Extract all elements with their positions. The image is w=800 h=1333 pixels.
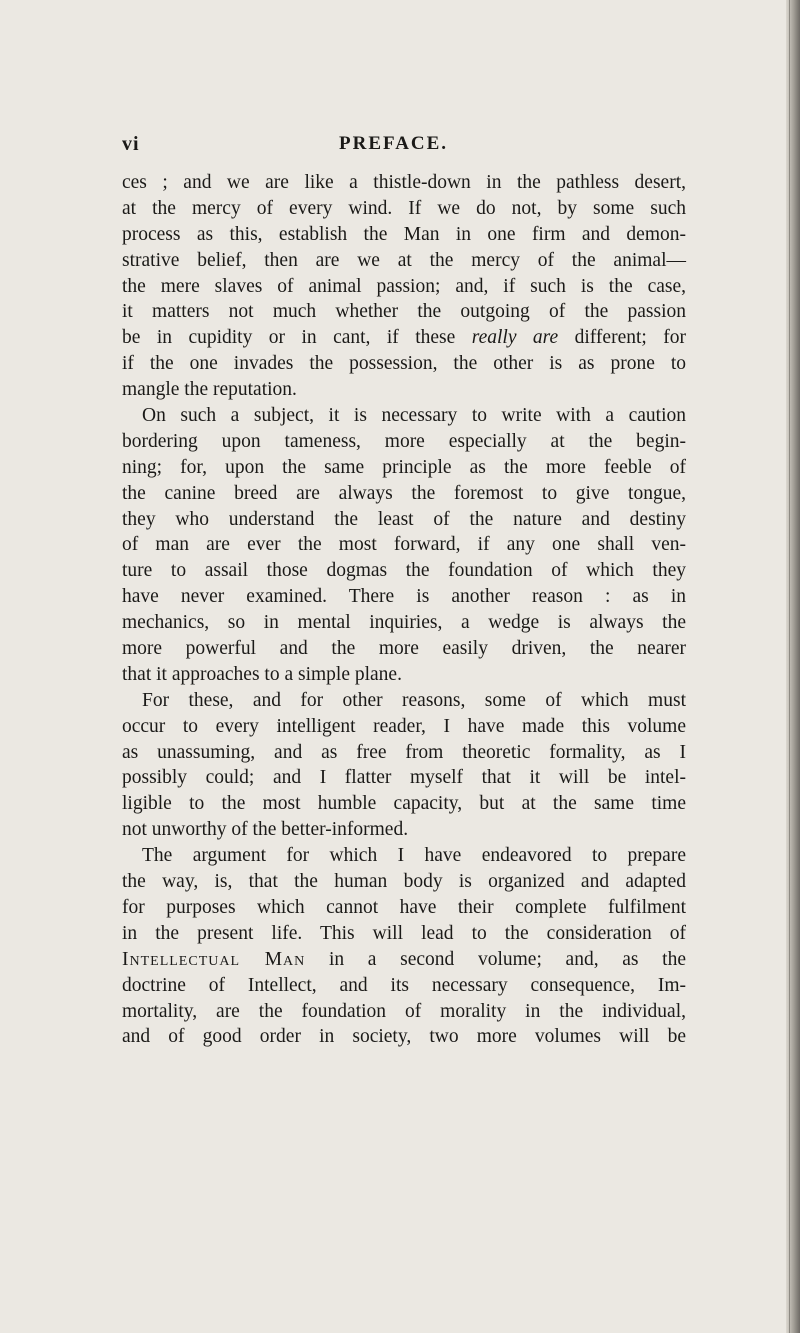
text-line [122, 325, 686, 351]
small-caps-term: Intellectual Man [122, 948, 306, 970]
page-header [122, 133, 682, 161]
text-line: not unworthy of the better-informed. [122, 819, 409, 841]
paragraph-4 [122, 843, 686, 1050]
text-line: possibly could; and I flatter myself that it will be intel- [122, 767, 686, 789]
text-line: process as this, establish the Man in one firm and demon- [122, 223, 686, 245]
text-line: mortality, are the foundation of morality in the individual, [122, 1000, 686, 1022]
text-line: they who understand the least of the nature and destiny [122, 508, 686, 530]
text-line: in the present life. This will lead to the consideration of [122, 922, 686, 944]
text-line: The argument for which I have endeavored to prepare [142, 845, 686, 867]
text-line: more powerful and the more easily driven, the nearer [122, 638, 686, 660]
paragraph-3 [122, 688, 686, 843]
page-number: vi [122, 133, 140, 155]
text-line: For these, and for other reasons, some of which must [142, 689, 686, 711]
text-line: if the one invades the possession, the other is as prone to [122, 353, 686, 375]
text-line: On such a subject, it is necessary to write with a caution [142, 405, 686, 427]
text-line: have never examined. There is another reason : as in [122, 586, 686, 608]
text-line: strative belief, then are we at the mercy of the animal— [122, 249, 686, 271]
text-line: of man are ever the most forward, if any one shall ven- [122, 534, 686, 556]
text-line: ture to assail those dogmas the foundation of which they [122, 560, 686, 582]
text-line: mangle the reputation. [122, 379, 297, 401]
running-head: PREFACE. [339, 133, 449, 154]
text-line: the mere slaves of animal passion; and, if such is the case, [122, 275, 686, 297]
text-line: the canine breed are always the foremost to give tongue, [122, 482, 686, 504]
italic-emphasis: really are [471, 327, 559, 349]
text-run: be in cupidity or in cant, if these [122, 327, 472, 349]
text-line: bordering upon tameness, more especially at the begin- [122, 430, 686, 452]
body-text [122, 170, 686, 1050]
text-line: that it approaches to a simple plane. [122, 663, 402, 685]
text-line: and of good order in society, two more volumes will be [122, 1026, 686, 1048]
text-line: for purposes which cannot have their complete fulfilment [122, 896, 686, 918]
text-run: in a second volume; and, as the [305, 948, 686, 970]
text-line: as unassuming, and as free from theoretic formality, as I [122, 741, 686, 763]
text-line: ces ; and we are like a thistle-down in the pathless desert, [122, 172, 686, 193]
page-edge-line [789, 0, 790, 1333]
text-run: different; for [558, 327, 686, 349]
text-line: the way, is, that the human body is organized and adapted [122, 871, 686, 893]
text-line: ning; for, upon the same principle as the more feeble of [122, 456, 686, 478]
text-line [122, 947, 686, 973]
paragraph-2 [122, 403, 686, 688]
paragraph-1 [122, 170, 686, 403]
text-line: doctrine of Intellect, and its necessary consequence, Im- [122, 974, 686, 996]
text-line: mechanics, so in mental inquiries, a wedge is always the [122, 612, 686, 634]
text-line: at the mercy of every wind. If we do not, by some such [122, 197, 686, 219]
text-line: occur to every intelligent reader, I have made this volume [122, 715, 686, 737]
text-line: ligible to the most humble capacity, but at the same time [122, 793, 686, 815]
text-line: it matters not much whether the outgoing of the passion [122, 301, 686, 323]
